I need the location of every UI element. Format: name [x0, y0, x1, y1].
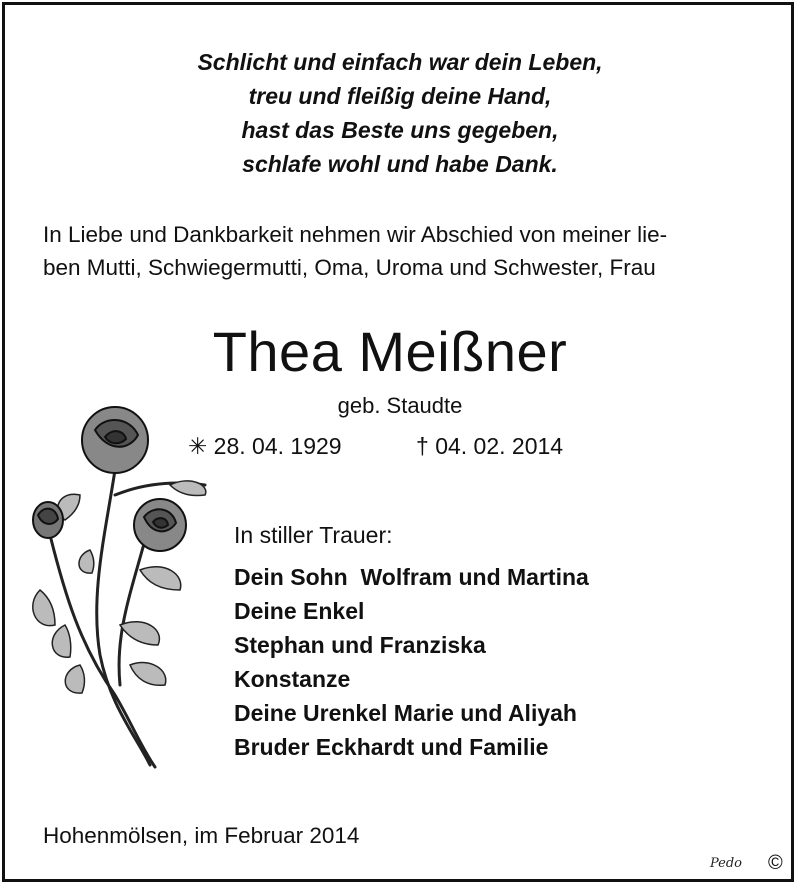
- birth-date: 28. 04. 1929: [213, 433, 342, 459]
- copyright-icon: ©: [768, 852, 783, 874]
- deceased-name: Thea Meißner: [212, 320, 568, 383]
- mourners-list: [234, 560, 589, 764]
- intro-line: ben Mutti, Schwiegermutti, Oma, Uroma und Schwester, Frau: [43, 255, 656, 280]
- poem-line: treu und fleißig deine Hand,: [248, 83, 552, 109]
- poem-line: Schlicht und einfach war dein Leben,: [197, 49, 603, 75]
- mourner-line: Dein Sohn Wolfram und Martina: [234, 564, 589, 590]
- death-cross-icon: †: [416, 433, 429, 459]
- mourner-line: Stephan und Franziska: [234, 632, 486, 658]
- poem-line: hast das Beste uns gegeben,: [241, 117, 559, 143]
- intro-line: In Liebe und Dankbarkeit nehmen wir Abschied von meiner lie-: [43, 222, 668, 247]
- mourner-line: Bruder Eckhardt und Familie: [234, 734, 549, 760]
- maiden-name: geb. Staudte: [337, 393, 463, 418]
- intro-text: [43, 218, 763, 284]
- mourner-line: Konstanze: [234, 666, 351, 692]
- place-date: Hohenmölsen, im Februar 2014: [43, 823, 360, 848]
- artist-signature: Pedo: [710, 856, 743, 871]
- mourner-line: Deine Enkel: [234, 598, 365, 624]
- mourner-line: Deine Urenkel Marie und Aliyah: [234, 700, 577, 726]
- poem-line: schlafe wohl und habe Dank.: [242, 151, 558, 177]
- rose-illustration-icon: [20, 395, 220, 775]
- mourners-heading: In stiller Trauer:: [234, 522, 393, 548]
- birth-star-icon: ✳: [188, 433, 208, 459]
- death-date: 04. 02. 2014: [435, 433, 564, 459]
- poem: [0, 45, 800, 181]
- death-date-group: [416, 430, 563, 462]
